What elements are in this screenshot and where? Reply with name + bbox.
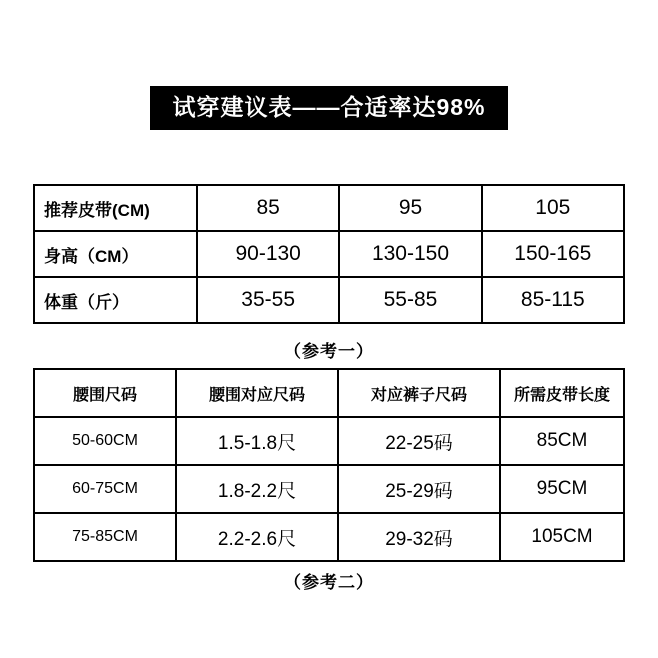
header-waist-size: 腰围尺码 [34,369,176,417]
table-row [34,513,624,561]
cell-belt-length-2: 95CM [500,465,624,513]
cell-pants-2: 25-29码 [338,465,500,513]
page-title: 试穿建议表——合适率达98% [150,86,507,130]
cell-height-2: 130-150 [339,231,481,277]
cell-weight-3: 85-115 [482,277,624,323]
cell-waist-2: 60-75CM [34,465,176,513]
cell-height-1: 90-130 [197,231,339,277]
cell-belt-length-1: 85CM [500,417,624,465]
title-banner-wrap [0,86,658,130]
cell-waist-equiv-3: 2.2-2.6尺 [176,513,338,561]
caption-reference-one: （参考一） [284,342,374,361]
table-row [34,417,624,465]
cell-weight-2: 55-85 [339,277,481,323]
header-belt-length: 所需皮带长度 [500,369,624,417]
cell-waist-1: 50-60CM [34,417,176,465]
table-row [34,185,624,231]
caption-reference-two: （参考二） [284,573,374,592]
table-header-row [34,369,624,417]
cell-belt-105: 105 [482,185,624,231]
table-row [34,231,624,277]
row-label-weight: 体重（斤） [34,277,197,323]
recommendation-table [33,184,625,324]
cell-belt-length-3: 105CM [500,513,624,561]
row-label-height: 身高（CM） [34,231,197,277]
cell-belt-85: 85 [197,185,339,231]
header-waist-equivalent: 腰围对应尺码 [176,369,338,417]
cell-pants-1: 22-25码 [338,417,500,465]
table-row [34,277,624,323]
header-pants-size: 对应裤子尺码 [338,369,500,417]
cell-pants-3: 29-32码 [338,513,500,561]
row-label-belt: 推荐皮带(CM) [34,185,197,231]
table-row [34,465,624,513]
cell-waist-equiv-2: 1.8-2.2尺 [176,465,338,513]
cell-weight-1: 35-55 [197,277,339,323]
cell-waist-equiv-1: 1.5-1.8尺 [176,417,338,465]
cell-waist-3: 75-85CM [34,513,176,561]
cell-belt-95: 95 [339,185,481,231]
cell-height-3: 150-165 [482,231,624,277]
waist-size-table [33,368,625,562]
